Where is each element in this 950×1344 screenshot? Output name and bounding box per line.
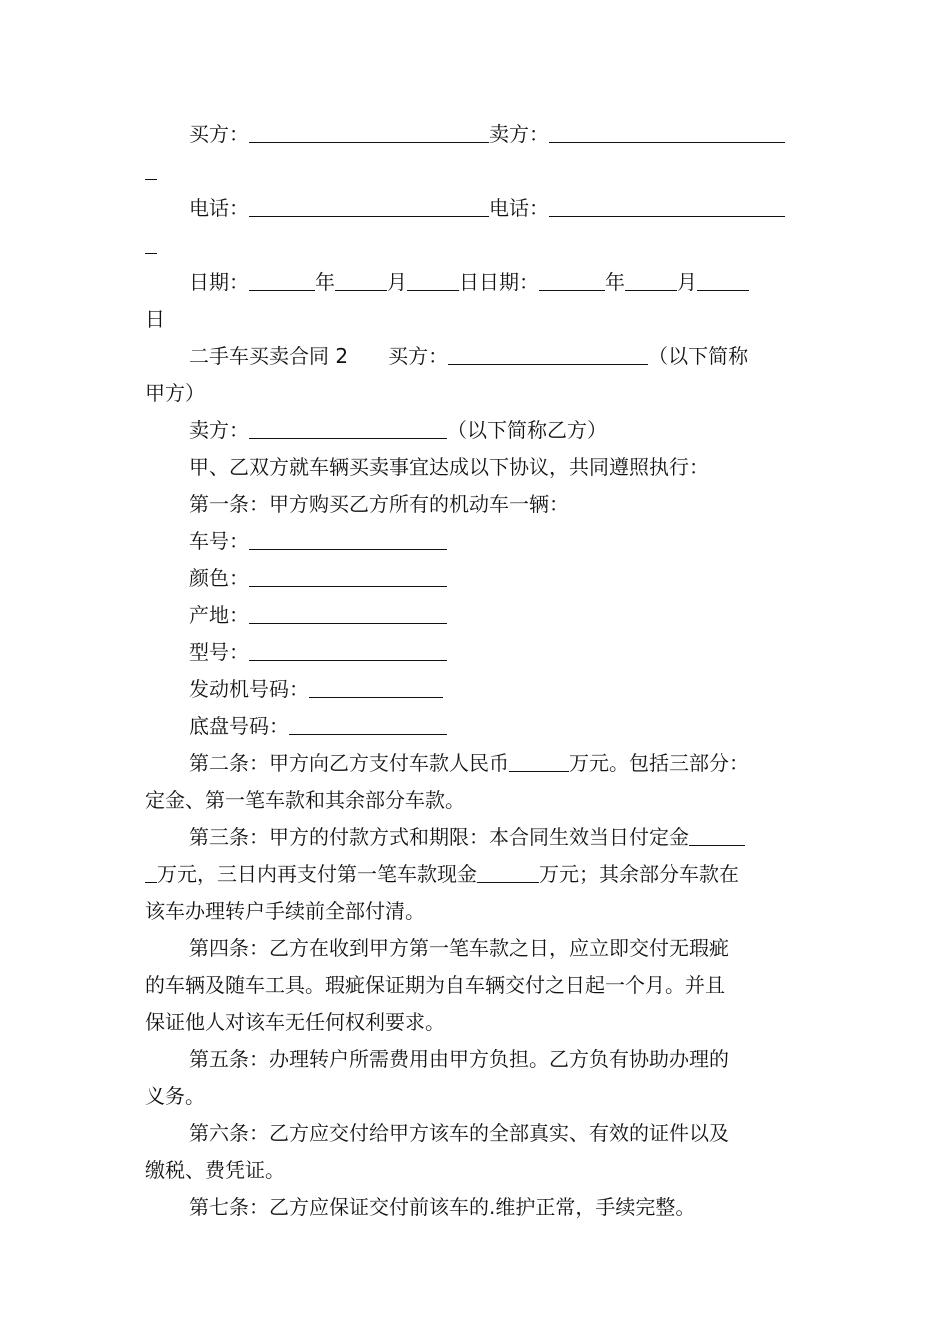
blank-year [249, 264, 315, 291]
deposit-blank-wrap [145, 856, 157, 883]
buyer-blank [249, 116, 489, 143]
field-origin [145, 597, 810, 634]
signature-block [145, 116, 810, 338]
phone-blank-seller [549, 190, 785, 217]
buyer-blank [448, 338, 648, 365]
field-blank [249, 634, 447, 661]
day-text: 日 [145, 307, 165, 331]
wrap-blank-2 [145, 227, 810, 264]
seller-abbr: （以下简称乙方） [447, 418, 607, 442]
blank-wrap [145, 153, 157, 180]
contract-body [145, 338, 810, 1226]
day-text: 日 [459, 270, 479, 294]
article-2-text-a: 第二条：甲方向乙方支付车款人民币 [189, 751, 509, 775]
year-text: 年 [315, 270, 335, 294]
phone-label-buyer: 电话： [189, 196, 249, 220]
date-line [145, 264, 810, 301]
field-label: 车号： [189, 529, 249, 553]
article-3-text-c: 万元；其余部分车款在 [539, 862, 739, 886]
year-text: 年 [605, 270, 625, 294]
field-engine [145, 671, 810, 708]
seller-label: 卖方： [189, 418, 249, 442]
field-blank [249, 523, 447, 550]
field-label: 产地： [189, 603, 249, 627]
field-blank [289, 708, 447, 735]
article-3-text-a: 第三条：甲方的付款方式和期限：本合同生效当日付定金 [189, 825, 689, 849]
buyer-label: 买方： [388, 344, 449, 368]
buyer-label: 买方： [189, 122, 249, 146]
blank-day [697, 264, 749, 291]
field-label: 发动机号码： [189, 677, 309, 701]
date-label-seller: 日期： [479, 270, 539, 294]
buyer-abbr-wrap: 甲方） [145, 381, 205, 405]
article-2-cont: 定金、第一笔车款和其余部分车款。 [145, 788, 465, 812]
article-4-end: 保证他人对该车无任何权利要求。 [145, 1010, 445, 1034]
article-3-end: 该车办理转户手续前全部付清。 [145, 899, 425, 923]
field-chassis [145, 708, 810, 745]
seller-label: 卖方： [489, 122, 549, 146]
field-model [145, 634, 810, 671]
field-blank [249, 560, 447, 587]
phone-blank-buyer [249, 190, 489, 217]
field-label: 底盘号码： [189, 714, 289, 738]
buyer-seller-line [145, 116, 810, 153]
contract-title-line [145, 338, 810, 375]
field-blank [249, 597, 447, 624]
seller-line [145, 412, 810, 449]
wrap-blank-1 [145, 153, 810, 190]
date-label-buyer: 日期： [189, 270, 249, 294]
article-3 [145, 819, 810, 856]
blank-wrap [145, 227, 157, 254]
article-3-cont [145, 856, 810, 893]
blank-month [335, 264, 387, 291]
first-payment-blank [477, 856, 539, 883]
seller-blank [549, 116, 785, 143]
contract-title: 二手车买卖合同 2 [189, 344, 349, 368]
month-text: 月 [387, 270, 407, 294]
field-label: 型号： [189, 640, 249, 664]
intro-paragraph: 甲、乙双方就车辆买卖事宜达成以下协议，共同遵照执行： [189, 455, 709, 479]
field-color [145, 560, 810, 597]
buyer-abbr: （以下简称 [648, 344, 749, 368]
deposit-blank [689, 819, 745, 846]
phone-label-seller: 电话： [489, 196, 549, 220]
field-blank [309, 671, 443, 698]
article-7: 第七条：乙方应保证交付前该车的.维护正常，手续完整。 [189, 1195, 696, 1219]
amount-blank [509, 745, 569, 772]
article-3-text-b: 万元，三日内再支付第一笔车款现金 [157, 862, 477, 886]
blank-month [625, 264, 677, 291]
article-5: 第五条：办理转户所需费用由甲方负担。乙方负有协助办理的 [189, 1047, 729, 1071]
field-label: 颜色： [189, 566, 249, 590]
article-5-end: 义务。 [145, 1084, 205, 1108]
article-6: 第六条：乙方应交付给甲方该车的全部真实、有效的证件以及 [189, 1121, 729, 1145]
phone-line [145, 190, 810, 227]
blank-year [539, 264, 605, 291]
article-4: 第四条：乙方在收到甲方第一笔车款之日，应立即交付无瑕疵 [189, 936, 729, 960]
day-wrap [145, 301, 810, 338]
article-4-cont: 的车辆及随车工具。瑕疵保证期为自车辆交付之日起一个月。并且 [145, 973, 725, 997]
article-2-text-b: 万元。包括三部分： [569, 751, 749, 775]
field-plate [145, 523, 810, 560]
article-1: 第一条：甲方购买乙方所有的机动车一辆： [189, 492, 569, 516]
article-6-end: 缴税、费凭证。 [145, 1158, 285, 1182]
month-text: 月 [677, 270, 697, 294]
blank-day [407, 264, 459, 291]
seller-blank [249, 412, 447, 439]
article-2 [145, 745, 810, 782]
